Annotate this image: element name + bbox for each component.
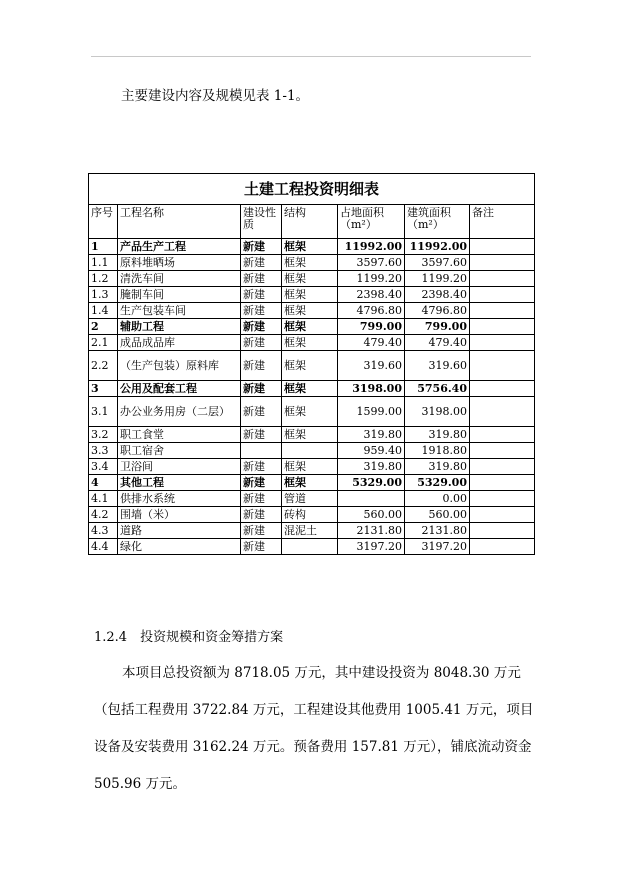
cell-name: 腌制车间: [118, 287, 241, 303]
cell-build-area: 319.60: [405, 351, 470, 381]
cell-build-area: 5756.40: [405, 381, 470, 397]
cell-nature: 新建: [241, 335, 282, 351]
table-row: [89, 523, 535, 539]
cell-land-area: 959.40: [338, 443, 405, 459]
cell-nature: 新建: [241, 427, 282, 443]
cell-nature: 新建: [241, 351, 282, 381]
cell-land-area: 1599.00: [338, 397, 405, 427]
cell-remark: [470, 381, 535, 397]
header-structure: 结构: [282, 205, 338, 239]
cell-build-area: 1199.20: [405, 271, 470, 287]
cell-name: （生产包装）原料库: [118, 351, 241, 381]
table-row: [89, 427, 535, 443]
table-row: [89, 239, 535, 255]
table-row: [89, 491, 535, 507]
cell-no: 1.1: [89, 255, 118, 271]
cell-structure: 框架: [282, 427, 338, 443]
cell-build-area: 5329.00: [405, 475, 470, 491]
cell-build-area: 799.00: [405, 319, 470, 335]
cell-no: 1.2: [89, 271, 118, 287]
cell-build-area: 2131.80: [405, 523, 470, 539]
cell-build-area: 4796.80: [405, 303, 470, 319]
cell-land-area: 4796.80: [338, 303, 405, 319]
cell-name: 办公业务用房（二层）: [118, 397, 241, 427]
cell-build-area: 2398.40: [405, 287, 470, 303]
cell-no: 3.1: [89, 397, 118, 427]
header-land-area: 占地面积（m²）: [338, 205, 405, 239]
cell-structure: [282, 539, 338, 555]
cell-name: 生产包装车间: [118, 303, 241, 319]
cell-name: 职工食堂: [118, 427, 241, 443]
cell-structure: [282, 443, 338, 459]
cell-land-area: 2398.40: [338, 287, 405, 303]
table-row: [89, 507, 535, 523]
cell-nature: 新建: [241, 271, 282, 287]
intro-text: 主要建设内容及规模见表 1-1。: [121, 88, 310, 104]
cell-no: 4: [89, 475, 118, 491]
cell-structure: 框架: [282, 271, 338, 287]
table-row: [89, 475, 535, 491]
cell-name: 绿化: [118, 539, 241, 555]
cell-nature: 新建: [241, 523, 282, 539]
section-heading: 1.2.4 投资规模和资金筹措方案: [94, 630, 284, 645]
cell-remark: [470, 303, 535, 319]
cell-nature: 新建: [241, 303, 282, 319]
cell-build-area: 3197.20: [405, 539, 470, 555]
cell-build-area: 11992.00: [405, 239, 470, 255]
cell-land-area: 1199.20: [338, 271, 405, 287]
cell-structure: 框架: [282, 255, 338, 271]
cell-no: 4.3: [89, 523, 118, 539]
cell-build-area: 0.00: [405, 491, 470, 507]
cell-build-area: 479.40: [405, 335, 470, 351]
cell-build-area: 3597.60: [405, 255, 470, 271]
cell-remark: [470, 287, 535, 303]
cell-name: 清洗车间: [118, 271, 241, 287]
cell-remark: [470, 523, 535, 539]
table-row: [89, 271, 535, 287]
header-no: 序号: [89, 205, 118, 239]
cell-name: 供排水系统: [118, 491, 241, 507]
table-row: [89, 397, 535, 427]
cell-remark: [470, 491, 535, 507]
cell-no: 3.4: [89, 459, 118, 475]
table-row: [89, 303, 535, 319]
cell-name: 成品成品库: [118, 335, 241, 351]
cell-remark: [470, 539, 535, 555]
cell-structure: 砖构: [282, 507, 338, 523]
cell-land-area: 3198.00: [338, 381, 405, 397]
header-remark: 备注: [470, 205, 535, 239]
cell-nature: 新建: [241, 381, 282, 397]
cell-name: 围墙（米）: [118, 507, 241, 523]
cell-build-area: 560.00: [405, 507, 470, 523]
table-row: [89, 255, 535, 271]
cell-structure: 框架: [282, 335, 338, 351]
cell-remark: [470, 351, 535, 381]
cell-no: 3.3: [89, 443, 118, 459]
table-row: [89, 539, 535, 555]
cell-nature: [241, 443, 282, 459]
cell-land-area: 5329.00: [338, 475, 405, 491]
cell-name: 职工宿舍: [118, 443, 241, 459]
table-row: [89, 287, 535, 303]
table-row: [89, 335, 535, 351]
cell-remark: [470, 459, 535, 475]
cell-name: 原料堆晒场: [118, 255, 241, 271]
cell-name: 道路: [118, 523, 241, 539]
cell-no: 3: [89, 381, 118, 397]
cell-nature: 新建: [241, 239, 282, 255]
cell-remark: [470, 443, 535, 459]
cell-no: 4.2: [89, 507, 118, 523]
cell-name: 产品生产工程: [118, 239, 241, 255]
cell-land-area: 560.00: [338, 507, 405, 523]
cell-name: 公用及配套工程: [118, 381, 241, 397]
table-row: [89, 381, 535, 397]
cell-build-area: 319.80: [405, 459, 470, 475]
cell-name: 辅助工程: [118, 319, 241, 335]
cell-structure: 框架: [282, 475, 338, 491]
cell-nature: 新建: [241, 255, 282, 271]
table-row: [89, 443, 535, 459]
cell-no: 3.2: [89, 427, 118, 443]
cell-remark: [470, 271, 535, 287]
header-nature: 建设性质: [241, 205, 282, 239]
cell-remark: [470, 475, 535, 491]
cell-no: 1.3: [89, 287, 118, 303]
cell-no: 1: [89, 239, 118, 255]
cell-structure: 框架: [282, 239, 338, 255]
cell-structure: 框架: [282, 287, 338, 303]
cell-nature: 新建: [241, 287, 282, 303]
page-header-rule: [91, 56, 531, 57]
cell-build-area: 1918.80: [405, 443, 470, 459]
cell-nature: 新建: [241, 319, 282, 335]
cell-remark: [470, 335, 535, 351]
cell-name: 卫浴间: [118, 459, 241, 475]
header-name: 工程名称: [118, 205, 241, 239]
paragraph-text: 本项目总投资额为 8718.05 万元，其中建设投资为 8048.30 万元（包括工程费用 3722.84 万元，工程建设其他费用 1005.41 万元，项目设备及安装费用 3162.24 万元。预备费用 157.81 万元），铺底流动资金 505.96 万元。: [94, 665, 534, 792]
cell-land-area: 3597.60: [338, 255, 405, 271]
cell-name: 其他工程: [118, 475, 241, 491]
cell-no: 4.1: [89, 491, 118, 507]
cell-land-area: 799.00: [338, 319, 405, 335]
cell-land-area: [338, 491, 405, 507]
investment-paragraph: [94, 655, 534, 803]
cell-remark: [470, 319, 535, 335]
cell-land-area: 319.60: [338, 351, 405, 381]
cell-nature: 新建: [241, 459, 282, 475]
cell-structure: 管道: [282, 491, 338, 507]
table-header-row: [89, 205, 535, 239]
cell-land-area: 319.80: [338, 427, 405, 443]
cell-remark: [470, 427, 535, 443]
table-row: [89, 459, 535, 475]
cell-nature: 新建: [241, 475, 282, 491]
table-row: [89, 319, 535, 335]
cell-land-area: 319.80: [338, 459, 405, 475]
cell-structure: 框架: [282, 381, 338, 397]
cell-structure: 框架: [282, 397, 338, 427]
cell-structure: 框架: [282, 319, 338, 335]
cell-nature: 新建: [241, 397, 282, 427]
cell-build-area: 3198.00: [405, 397, 470, 427]
cell-no: 2: [89, 319, 118, 335]
cell-no: 2.2: [89, 351, 118, 381]
cell-land-area: 11992.00: [338, 239, 405, 255]
table-row: [89, 351, 535, 381]
investment-table: [88, 173, 535, 555]
cell-land-area: 3197.20: [338, 539, 405, 555]
cell-structure: 混泥土: [282, 523, 338, 539]
cell-remark: [470, 397, 535, 427]
cell-build-area: 319.80: [405, 427, 470, 443]
cell-remark: [470, 239, 535, 255]
cell-remark: [470, 507, 535, 523]
cell-structure: 框架: [282, 303, 338, 319]
cell-no: 4.4: [89, 539, 118, 555]
cell-nature: 新建: [241, 539, 282, 555]
cell-structure: 框架: [282, 351, 338, 381]
cell-land-area: 479.40: [338, 335, 405, 351]
cell-remark: [470, 255, 535, 271]
cell-structure: 框架: [282, 459, 338, 475]
cell-land-area: 2131.80: [338, 523, 405, 539]
cell-nature: 新建: [241, 507, 282, 523]
cell-no: 2.1: [89, 335, 118, 351]
cell-no: 1.4: [89, 303, 118, 319]
cell-nature: 新建: [241, 491, 282, 507]
header-build-area: 建筑面积（m²）: [405, 205, 470, 239]
table-title: 土建工程投资明细表: [89, 174, 535, 205]
